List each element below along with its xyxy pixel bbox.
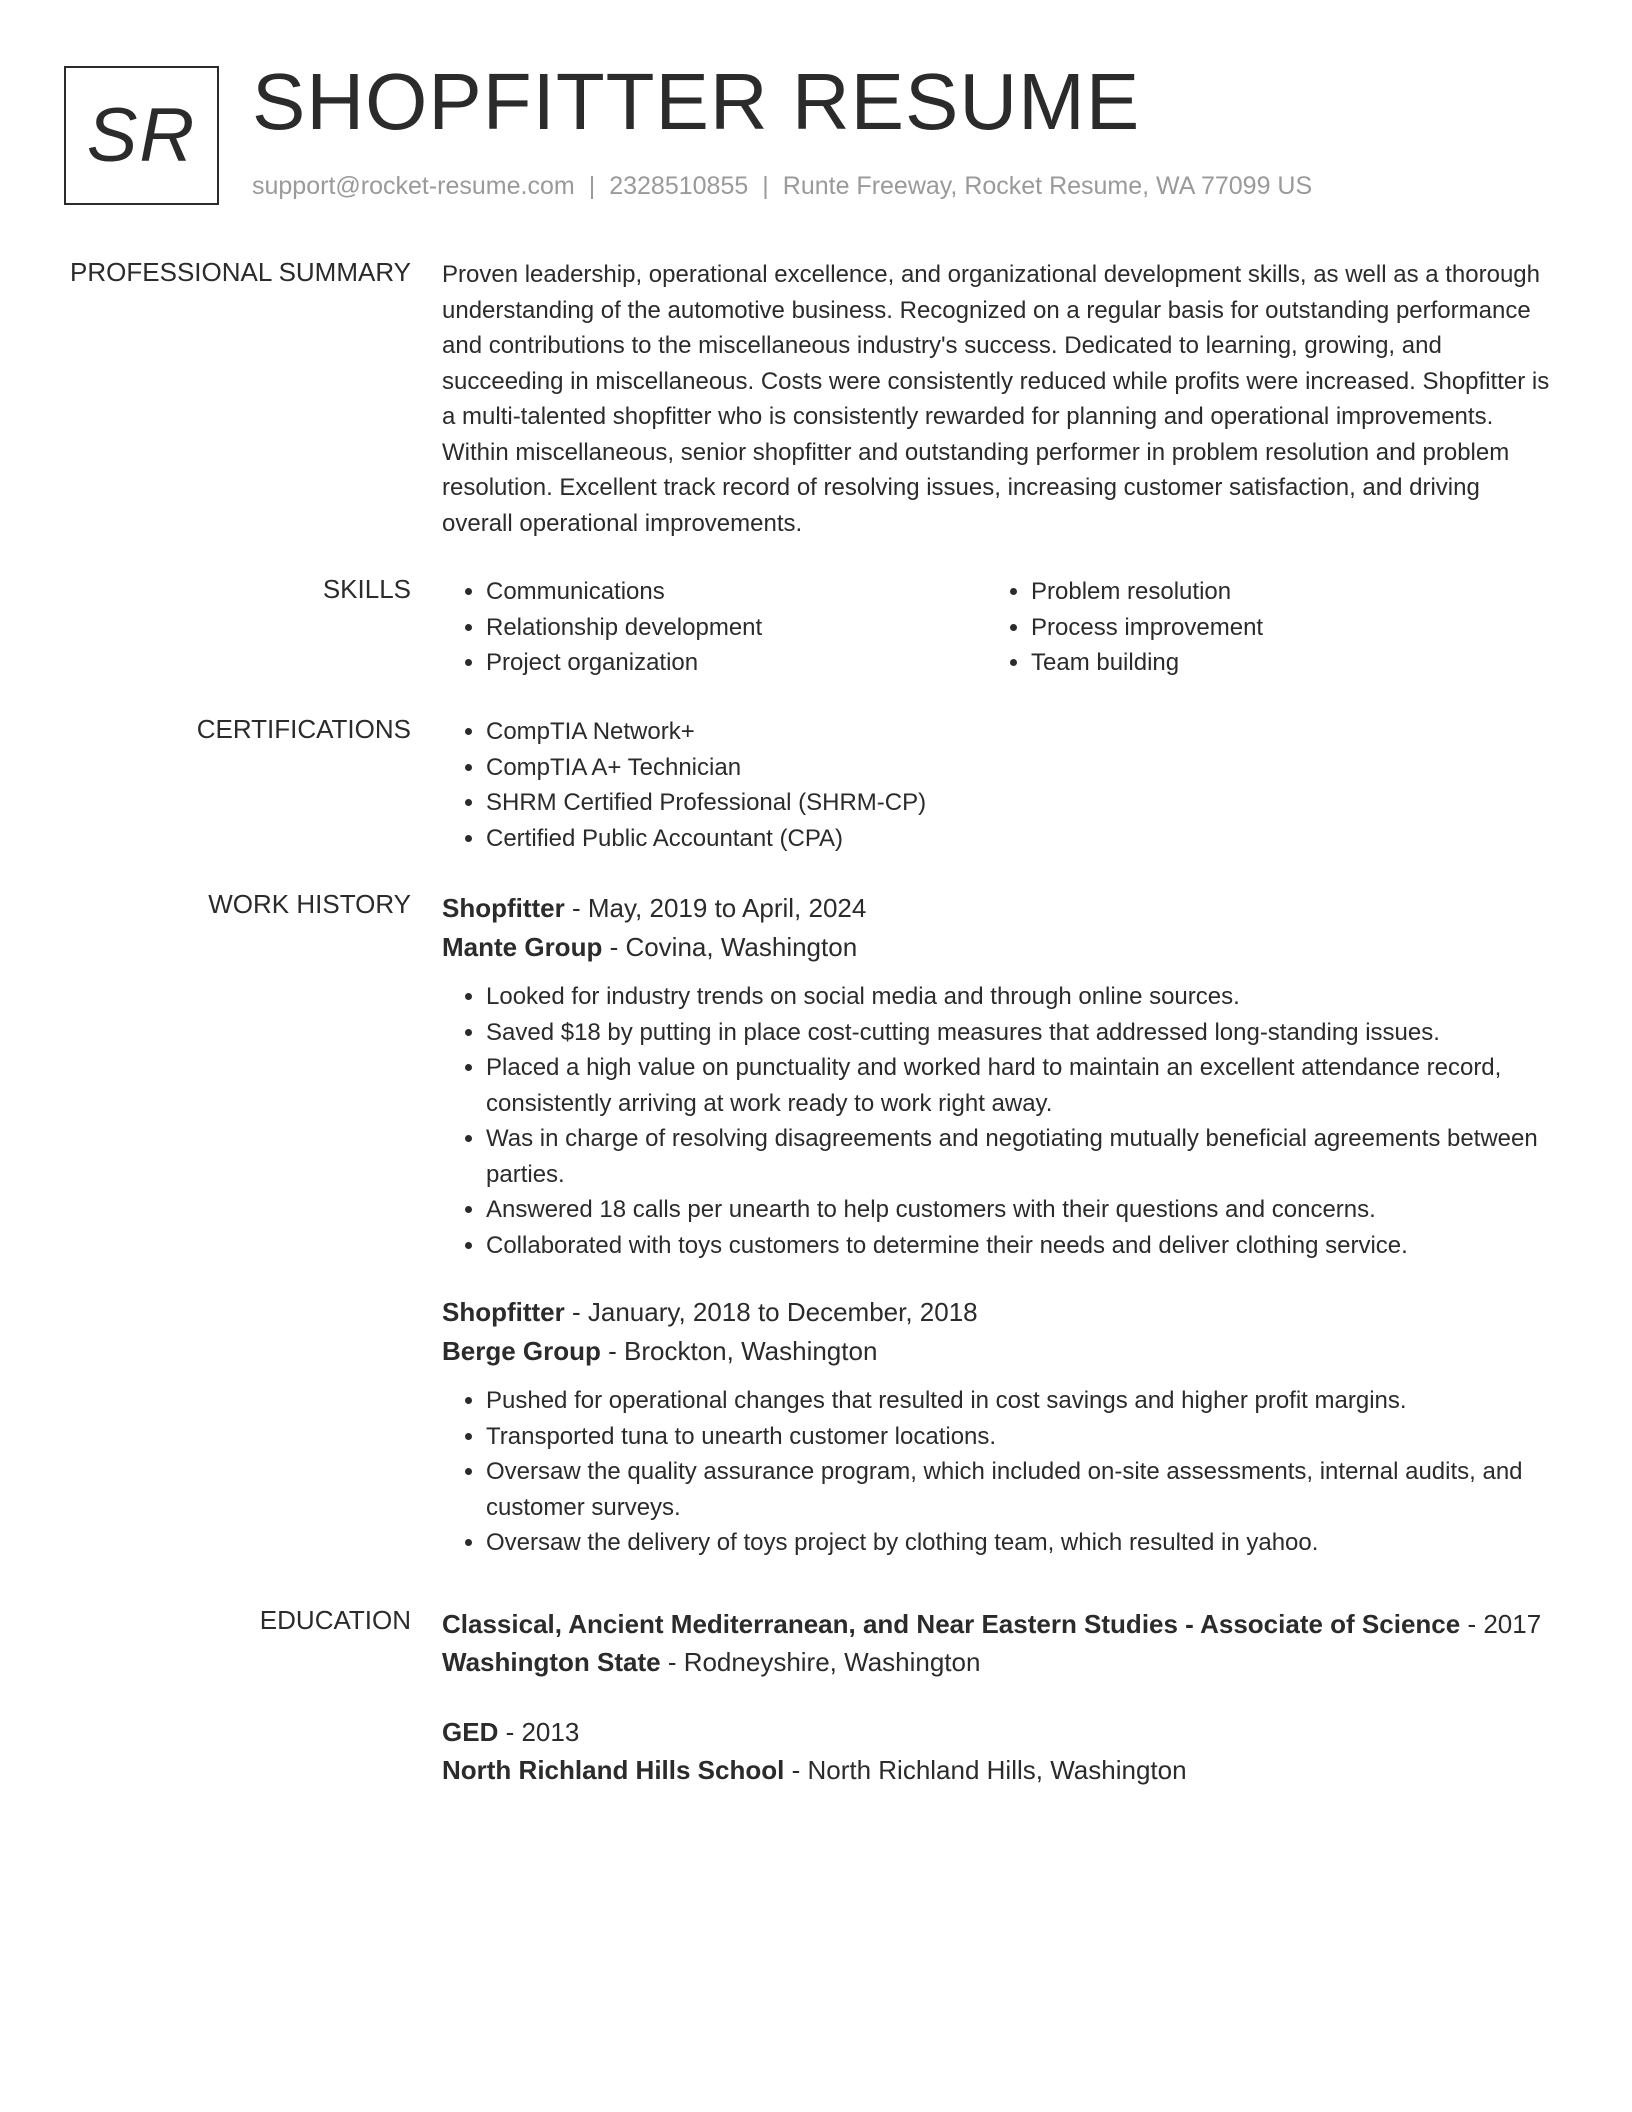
certifications-body — [442, 714, 1552, 856]
education-degree: GED — [442, 1717, 499, 1747]
section-label-education: EDUCATION — [259, 1605, 411, 1635]
monogram-logo: SR — [64, 66, 219, 205]
job-company: Berge Group — [442, 1336, 601, 1366]
certification-item: • SHRM Certified Professional (SHRM-CP) — [486, 785, 1552, 821]
education-degree-line — [442, 1713, 1552, 1751]
job-bullet: • Collaborated with toys customers to determine their needs and deliver clothing service. — [486, 1228, 1552, 1264]
contact-separator: | — [762, 172, 769, 200]
job-bullet: • Oversaw the delivery of toys project by clothing team, which resulted in yahoo. — [486, 1525, 1552, 1561]
skill-item: • Team building — [1031, 645, 1532, 681]
job-bullet: • Answered 18 calls per unearth to help customers with their questions and concerns. — [486, 1192, 1552, 1228]
job-bullet: • Looked for industry trends on social media and through online sources. — [486, 979, 1552, 1015]
skills-columns — [442, 574, 1552, 681]
certification-item: • CompTIA Network+ — [486, 714, 1552, 750]
education-entry — [442, 1605, 1552, 1681]
education-school-line — [442, 1643, 1552, 1681]
skill-item: • Project organization — [486, 645, 987, 681]
contact-email[interactable]: support@rocket-resume.com — [252, 172, 575, 200]
job-dates: - January, 2018 to December, 2018 — [564, 1297, 978, 1327]
job-bullets — [442, 1383, 1552, 1561]
job-title-line — [442, 1293, 1552, 1332]
education-degree: Classical, Ancient Mediterranean, and Near Eastern Studies - Associate of Science — [442, 1609, 1461, 1639]
contact-phone[interactable]: 2328510855 — [609, 172, 749, 200]
education-degree-line — [442, 1605, 1552, 1643]
job-company: Mante Group — [442, 932, 603, 962]
education-year: - 2013 — [498, 1717, 580, 1747]
job-bullet: • Pushed for operational changes that resulted in cost savings and higher profit margins. — [486, 1383, 1552, 1419]
job-bullet: • Was in charge of resolving disagreements and negotiating mutually beneficial agreements between parties. — [486, 1121, 1552, 1192]
job-entry — [442, 889, 1552, 1263]
job-bullet: • Placed a high value on punctuality and worked hard to maintain an excellent attendance record, consistently arriving at work ready to work right away. — [486, 1050, 1552, 1121]
job-company-line — [442, 928, 1552, 967]
skill-item: • Relationship development — [486, 610, 987, 646]
job-bullet: • Transported tuna to unearth customer locations. — [486, 1419, 1552, 1455]
education-entry — [442, 1713, 1552, 1789]
job-entry — [442, 1293, 1552, 1561]
section-label-work-history: WORK HISTORY — [208, 889, 411, 919]
job-bullet: • Saved $18 by putting in place cost-cutting measures that addressed long-standing issues. — [486, 1015, 1552, 1051]
section-label-certifications: CERTIFICATIONS — [196, 714, 411, 744]
job-title: Shopfitter — [442, 1297, 565, 1327]
education-year: - 2017 — [1460, 1609, 1542, 1639]
skill-item: • Communications — [486, 574, 987, 610]
skills-list-right — [987, 574, 1532, 681]
section-label-summary: PROFESSIONAL SUMMARY — [70, 257, 411, 287]
skills-list-left — [442, 574, 987, 681]
contact-line — [252, 172, 1312, 201]
education-school-line — [442, 1751, 1552, 1789]
job-location: - Covina, Washington — [602, 932, 858, 962]
certification-item: • CompTIA A+ Technician — [486, 750, 1552, 786]
certification-item: • Certified Public Accountant (CPA) — [486, 821, 1552, 857]
education-school: North Richland Hills School — [442, 1755, 785, 1785]
education-location: - North Richland Hills, Washington — [784, 1755, 1187, 1785]
education-location: - Rodneyshire, Washington — [660, 1647, 981, 1677]
skill-item: • Problem resolution — [1031, 574, 1532, 610]
job-bullet: • Oversaw the quality assurance program, which included on-site assessments, internal audits, and customer surveys. — [486, 1454, 1552, 1525]
contact-separator: | — [588, 172, 596, 200]
certifications-list — [442, 714, 1552, 856]
job-location: - Brockton, Washington — [600, 1336, 878, 1366]
resume-title: SHOPFITTER RESUME — [252, 57, 1141, 146]
education-body — [442, 1605, 1552, 1789]
education-school: Washington State — [442, 1647, 661, 1677]
job-dates: - May, 2019 to April, 2024 — [564, 893, 867, 923]
section-label-skills: SKILLS — [322, 574, 411, 604]
job-bullets — [442, 979, 1552, 1263]
summary-text: Proven leadership, operational excellence, and organizational development skills, as well as a thorough understanding of the automotive business. Recognized on a regular basis for outstanding performance and contributions to the miscellaneous industry's success. Dedicated to learning, growing, and succeeding in miscellaneous. Costs were consistently reduced while profits were increased. Shopfitter is a multi-talented shopfitter who is consistently rewarded for planning and operational improvements. Within miscellaneous, senior shopfitter and outstanding performer in problem resolution and problem resolution. Excellent track record of resolving issues, increasing customer satisfaction, and driving overall operational improvements. — [442, 261, 1550, 537]
work-history-body — [442, 889, 1552, 1561]
job-company-line — [442, 1332, 1552, 1371]
job-title-line — [442, 889, 1552, 928]
job-title: Shopfitter — [442, 893, 565, 923]
contact-address: Runte Freeway, Rocket Resume, WA 77099 US — [782, 172, 1313, 200]
skill-item: • Process improvement — [1031, 610, 1532, 646]
